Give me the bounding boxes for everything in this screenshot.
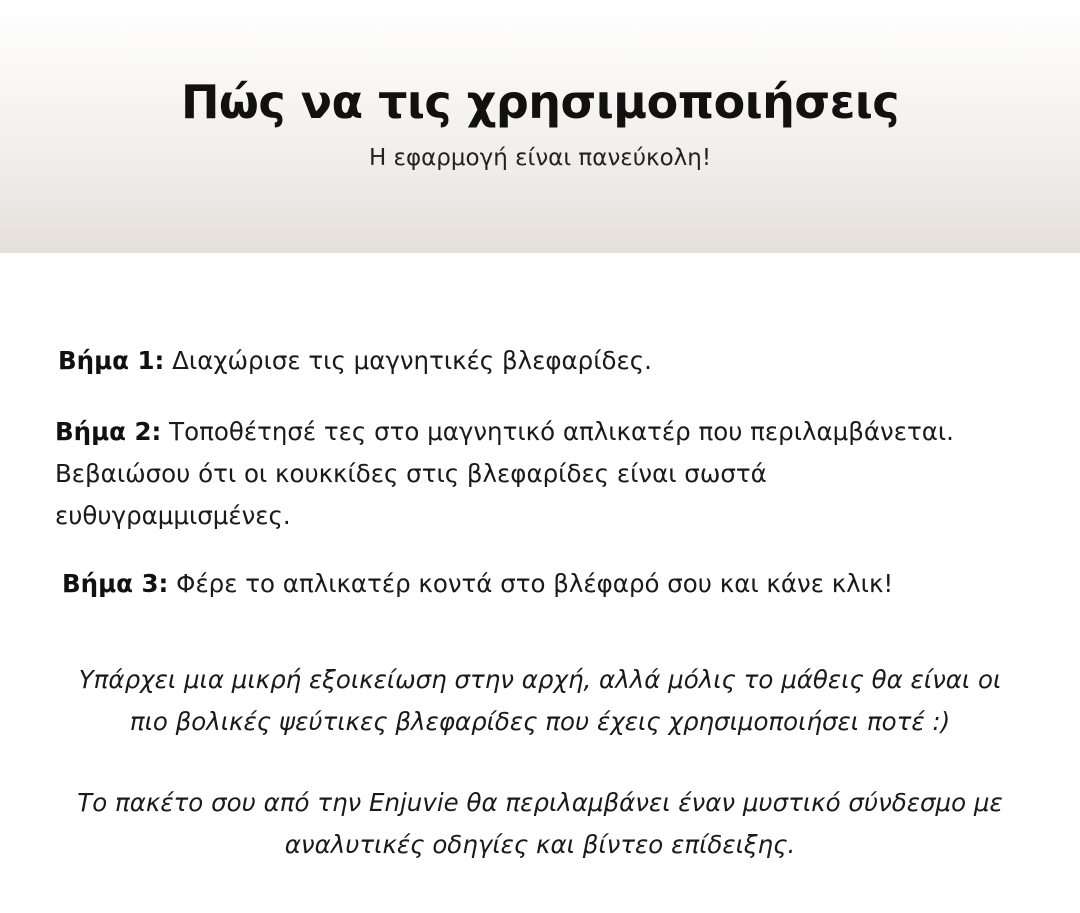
step-2 (55, 411, 1055, 537)
familiarization-note-line-2: πιο βολικές ψεύτικες βλεφαρίδες που έχεις χρησιμοποιήσει ποτέ :) (129, 707, 951, 736)
package-note (40, 782, 1040, 866)
step-2-text-line-2: Βεβαιώσου ότι οι κουκκίδες στις βλεφαρίδες είναι σωστά (55, 459, 767, 488)
step-1 (58, 340, 1048, 382)
step-2-text-line-1: Τοποθέτησέ τες στο μαγνητικό απλικατέρ που περιλαμβάνεται. (169, 417, 954, 446)
step-2-text-line-3: ευθυγραμμισμένες. (55, 501, 291, 530)
header-banner (0, 0, 1080, 253)
page-title: Πώς να τις χρησιμοποιήσεις (180, 75, 900, 129)
step-3 (62, 563, 1052, 605)
page-subtitle: Η εφαρμογή είναι πανεύκολη! (368, 145, 712, 171)
familiarization-note (40, 659, 1040, 743)
familiarization-note-line-1: Υπάρχει μια μικρή εξοικείωση στην αρχή, αλλά μόλις το μάθεις θα είναι οι (78, 665, 1002, 694)
package-note-line-2: αναλυτικές οδηγίες και βίντεο επίδειξης. (284, 830, 796, 859)
step-3-label: Βήμα 3: (62, 569, 169, 598)
step-3-text: Φέρε το απλικατέρ κοντά στο βλέφαρό σου και κάνε κλικ! (176, 569, 894, 598)
step-2-label: Βήμα 2: (55, 417, 162, 446)
step-1-text: Διαχώρισε τις μαγνητικές βλεφαρίδες. (172, 346, 652, 375)
step-1-label: Βήμα 1: (58, 346, 165, 375)
package-note-line-1: Το πακέτο σου από την Enjuvie θα περιλαμβάνει έναν μυστικό σύνδεσμο με (77, 788, 1003, 817)
